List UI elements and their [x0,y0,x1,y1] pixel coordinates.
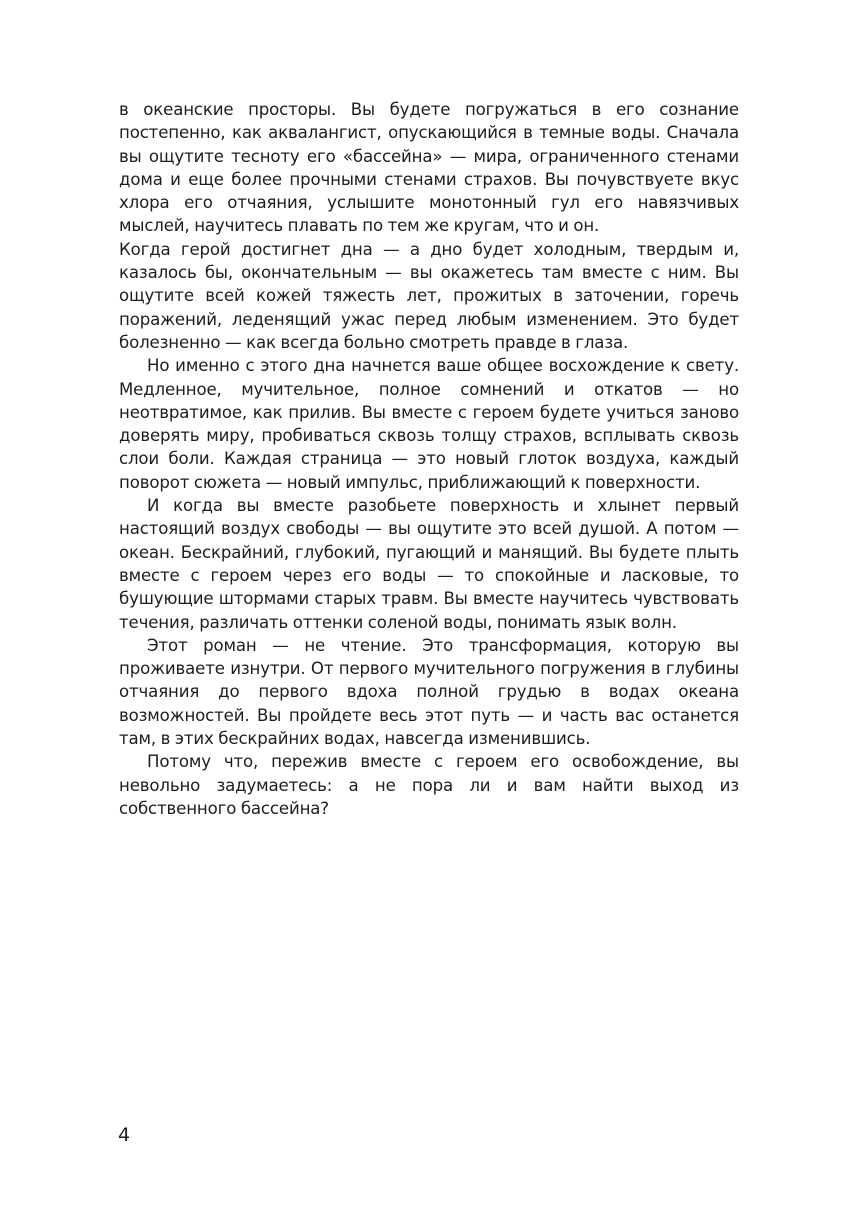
paragraph-5: Этот роман — не чтение. Это трансформация, которую вы проживаете изнутри. От первого мучительного погружения в глубины отчаяния до первого вдоха полной грудью в водах океана возможностей. Вы пройдете весь этот путь — и часть вас останется там, в этих бескрайних водах, навсегда изменившись. [119,635,739,749]
paragraph-1: в океанские просторы. Вы будете погружаться в его сознание постепенно, как аквалангист, опускающийся в темные воды. Сначала вы ощутите тесноту его «бассейна» — мира, ограниченного стенами дома и еще более прочными стенами страхов. Вы почувствуете вкус хлора его отчаяния, услышите монотонный гул его навязчивых мыслей, научитесь плавать по тем же кругам, что и он. [119,100,739,236]
paragraph-2: Когда герой достигнет дна — а дно будет холодным, твердым и, казалось бы, окончательным — вы окажетесь там вместе с ним. Вы ощутите всей кожей тяжесть лет, прожитых в заточении, горечь поражений, леденящий ужас перед любым изменением. Это будет болезненно — как всегда больно смотреть правде в глаза. [119,239,739,352]
body-text [119,98,739,820]
paragraph-6: Потому что, пережив вместе с героем его освобождение, вы невольно задумаетесь: а не пора ли и вам найти выход из собственного бассейна? [119,752,739,818]
paragraph-3: Но именно с этого дна начнется ваше общее восхождение к свету. Медленное, мучительное, полное сомнений и откатов — но неотвратимое, как прилив. Вы вместе с героем будете учиться заново доверять миру, пробиваться сквозь толщу страхов, всплывать сквозь слои боли. Каждая страница — это новый глоток воздуха, каждый поворот сюжета — новый импульс, приближающий к поверхности. [119,356,739,492]
paragraph-4: И когда вы вместе разобьете поверхность и хлынет первый настоящий воздух свободы — вы ощутите это всей душой. А потом — океан. Бескрайний, глубокий, пугающий и манящий. Вы будете плыть вместе с героем через его воды — то спокойные и ласковые, то бушующие штормами старых травм. Вы вместе научитесь чувствовать течения, различать оттенки соленой воды, понимать язык волн. [119,496,739,632]
page-number: 4 [118,1124,131,1146]
